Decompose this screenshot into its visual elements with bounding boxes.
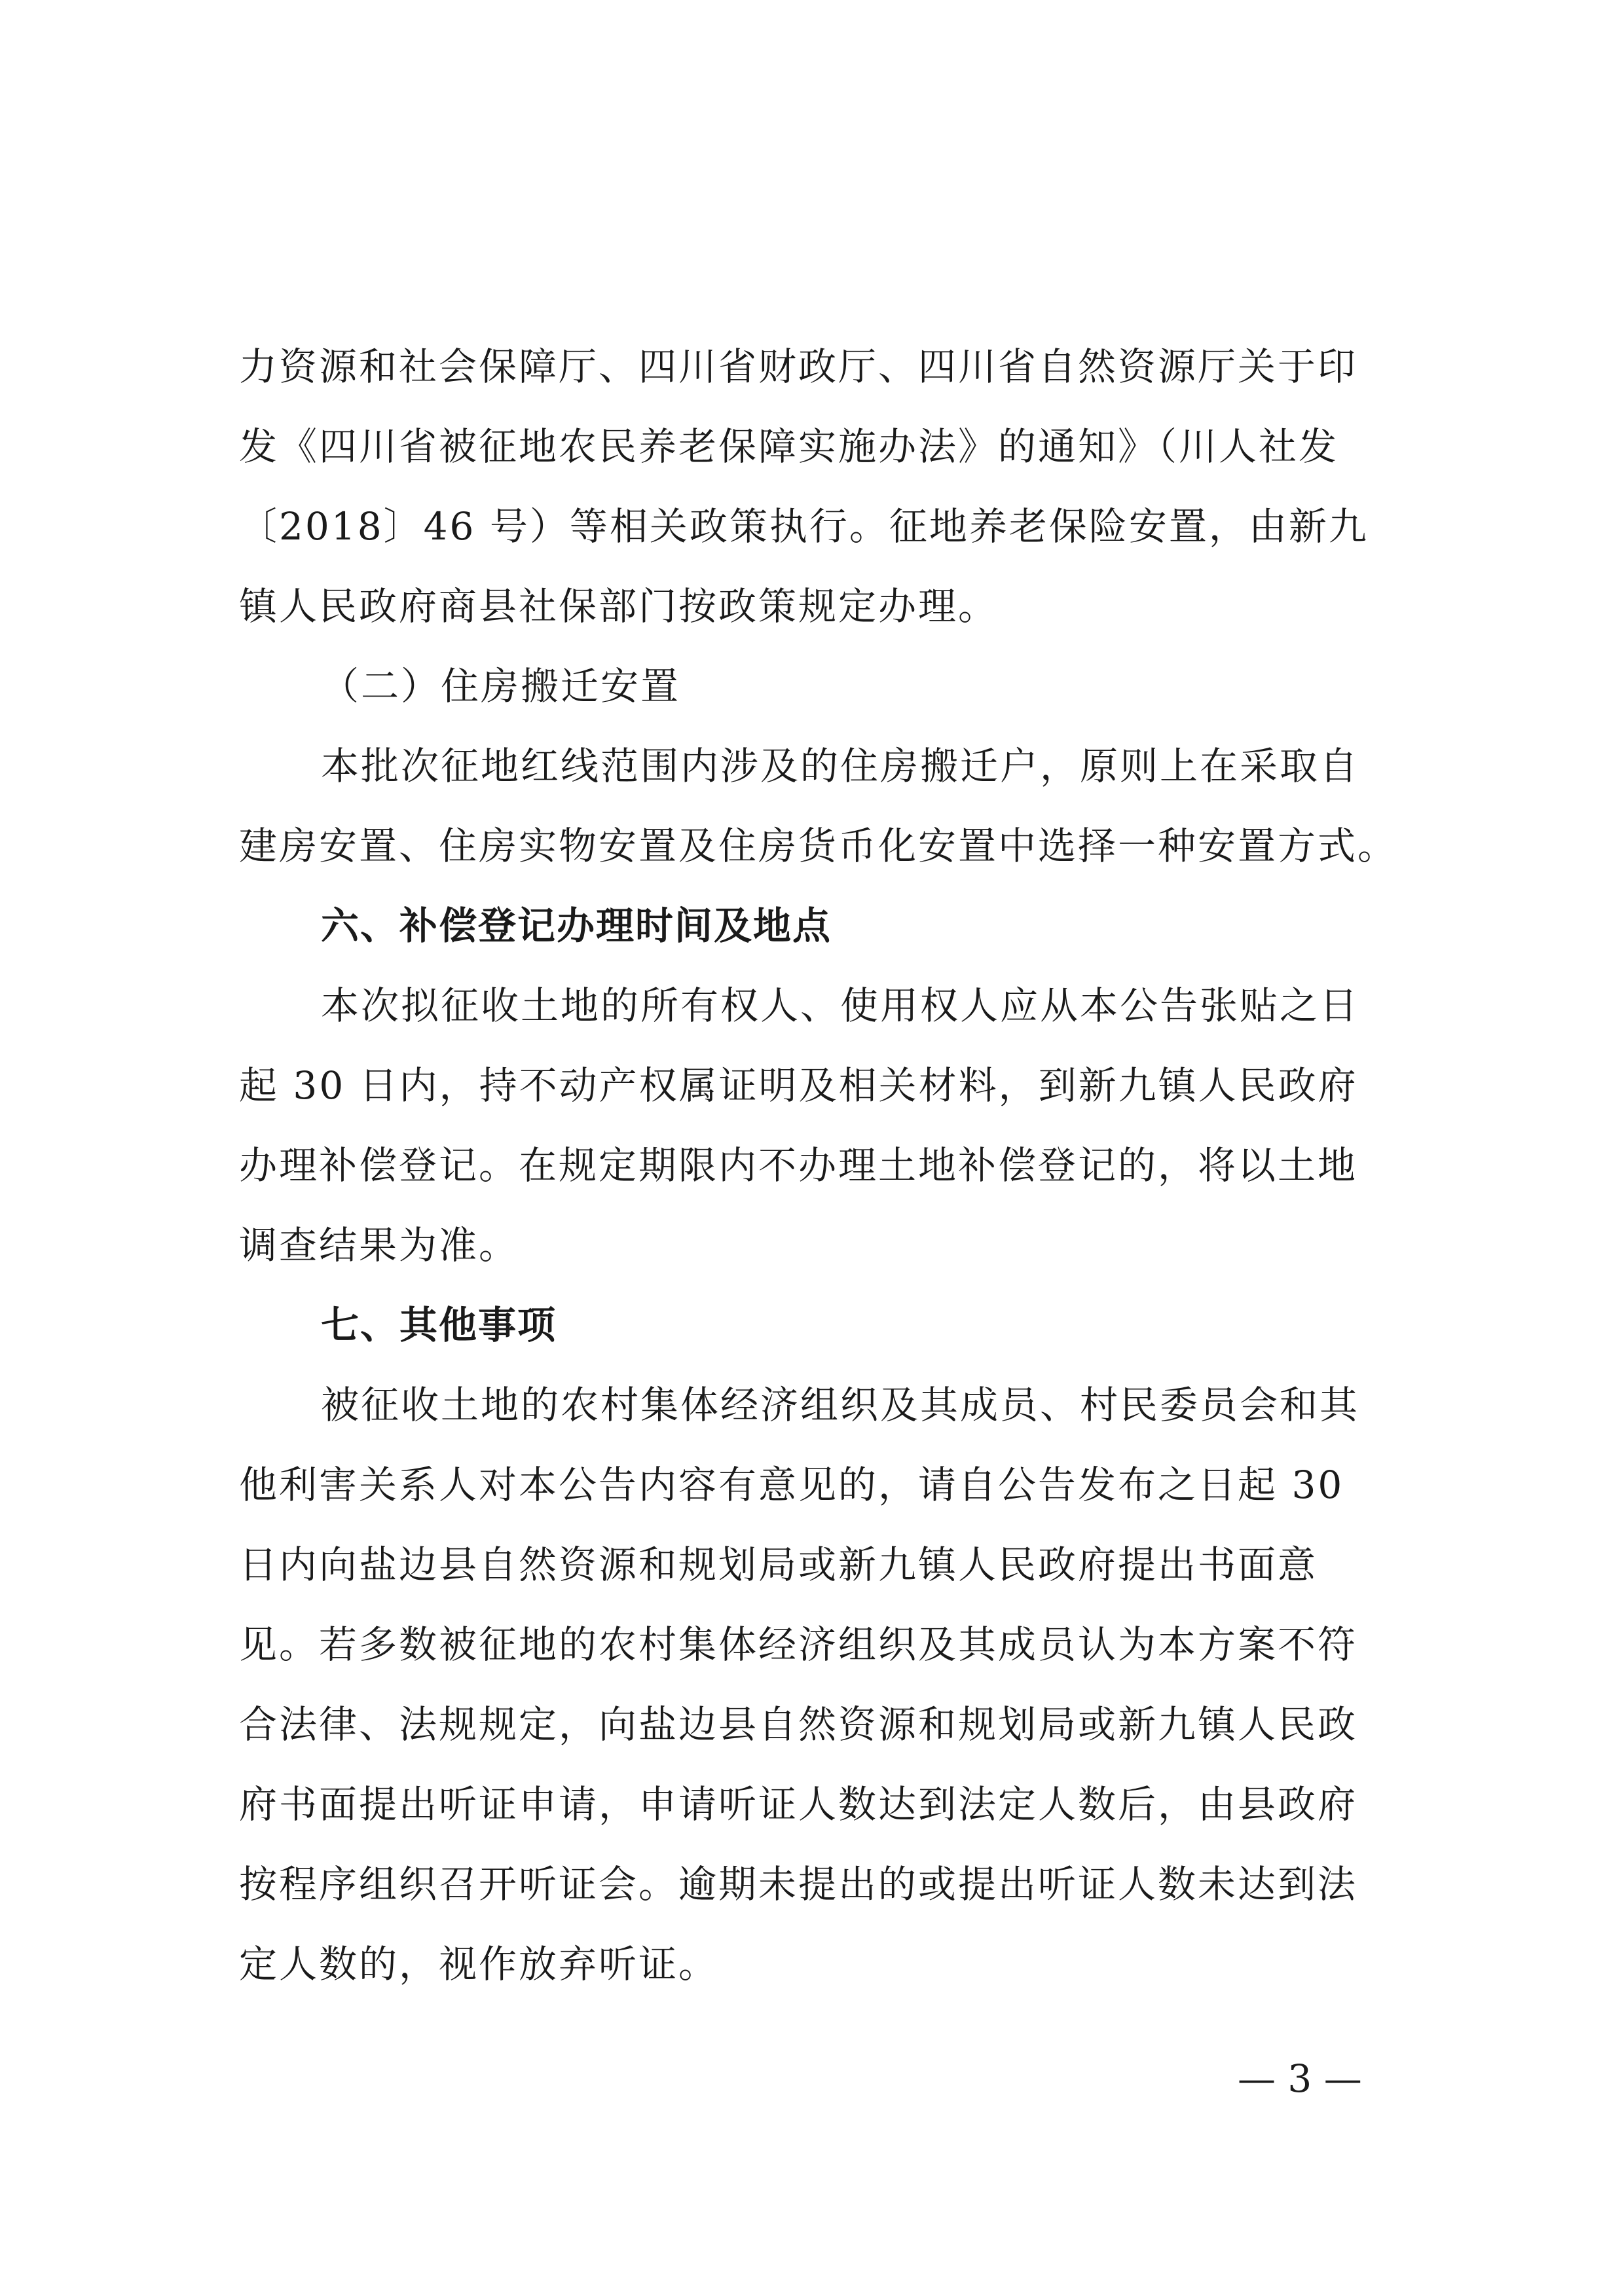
section-heading: 六、补偿登记办理时间及地点 [321, 903, 832, 948]
page-number: — 3 — [1238, 2056, 1362, 2101]
body-text-line: 日内向盐边县自然资源和规划局或新九镇人民政府提出书面意 [239, 1542, 1318, 1587]
section-heading: 七、其他事项 [321, 1303, 557, 1347]
body-text-line: 合法律、法规规定，向盐边县自然资源和规划局或新九镇人民政 [239, 1702, 1358, 1747]
body-text-line: 调查结果为准。 [239, 1223, 519, 1267]
body-text-line: 力资源和社会保障厅、四川省财政厅、四川省自然资源厅关于印 [239, 344, 1358, 389]
body-text-line: 被征收土地的农村集体经济组织及其成员、村民委员会和其 [321, 1383, 1360, 1427]
body-text-line: 他利害关系人对本公告内容有意见的，请自公告发布之日起 30 [239, 1463, 1344, 1507]
body-text-line: 见。若多数被征地的农村集体经济组织及其成员认为本方案不符 [239, 1622, 1358, 1667]
body-text-line: 本次拟征收土地的所有权人、使用权人应从本公告张贴之日 [321, 983, 1360, 1028]
body-text-line: 发《四川省被征地农民养老保障实施办法》的通知》（川人社发 [239, 424, 1339, 469]
body-text-line: 府书面提出听证申请，申请听证人数达到法定人数后，由县政府 [239, 1782, 1358, 1827]
body-text-line: 办理补偿登记。在规定期限内不办理土地补偿登记的，将以土地 [239, 1143, 1358, 1188]
body-text-line: 〔2018〕46 号）等相关政策执行。征地养老保险安置，由新九 [239, 504, 1369, 549]
body-text-line: 镇人民政府商县社保部门按政策规定办理。 [239, 584, 999, 629]
body-text-line: 定人数的，视作放弃听证。 [239, 1942, 719, 1986]
subsection-heading: （二）住房搬迁安置 [321, 664, 681, 708]
body-text-line: 按程序组织召开听证会。逾期未提出的或提出听证人数未达到法 [239, 1862, 1358, 1906]
body-text-line: 建房安置、住房实物安置及住房货币化安置中选择一种安置方式。 [239, 824, 1398, 868]
body-text-line: 起 30 日内，持不动产权属证明及相关材料，到新九镇人民政府 [239, 1063, 1358, 1108]
body-text-line: 本批次征地红线范围内涉及的住房搬迁户，原则上在采取自 [321, 744, 1360, 788]
